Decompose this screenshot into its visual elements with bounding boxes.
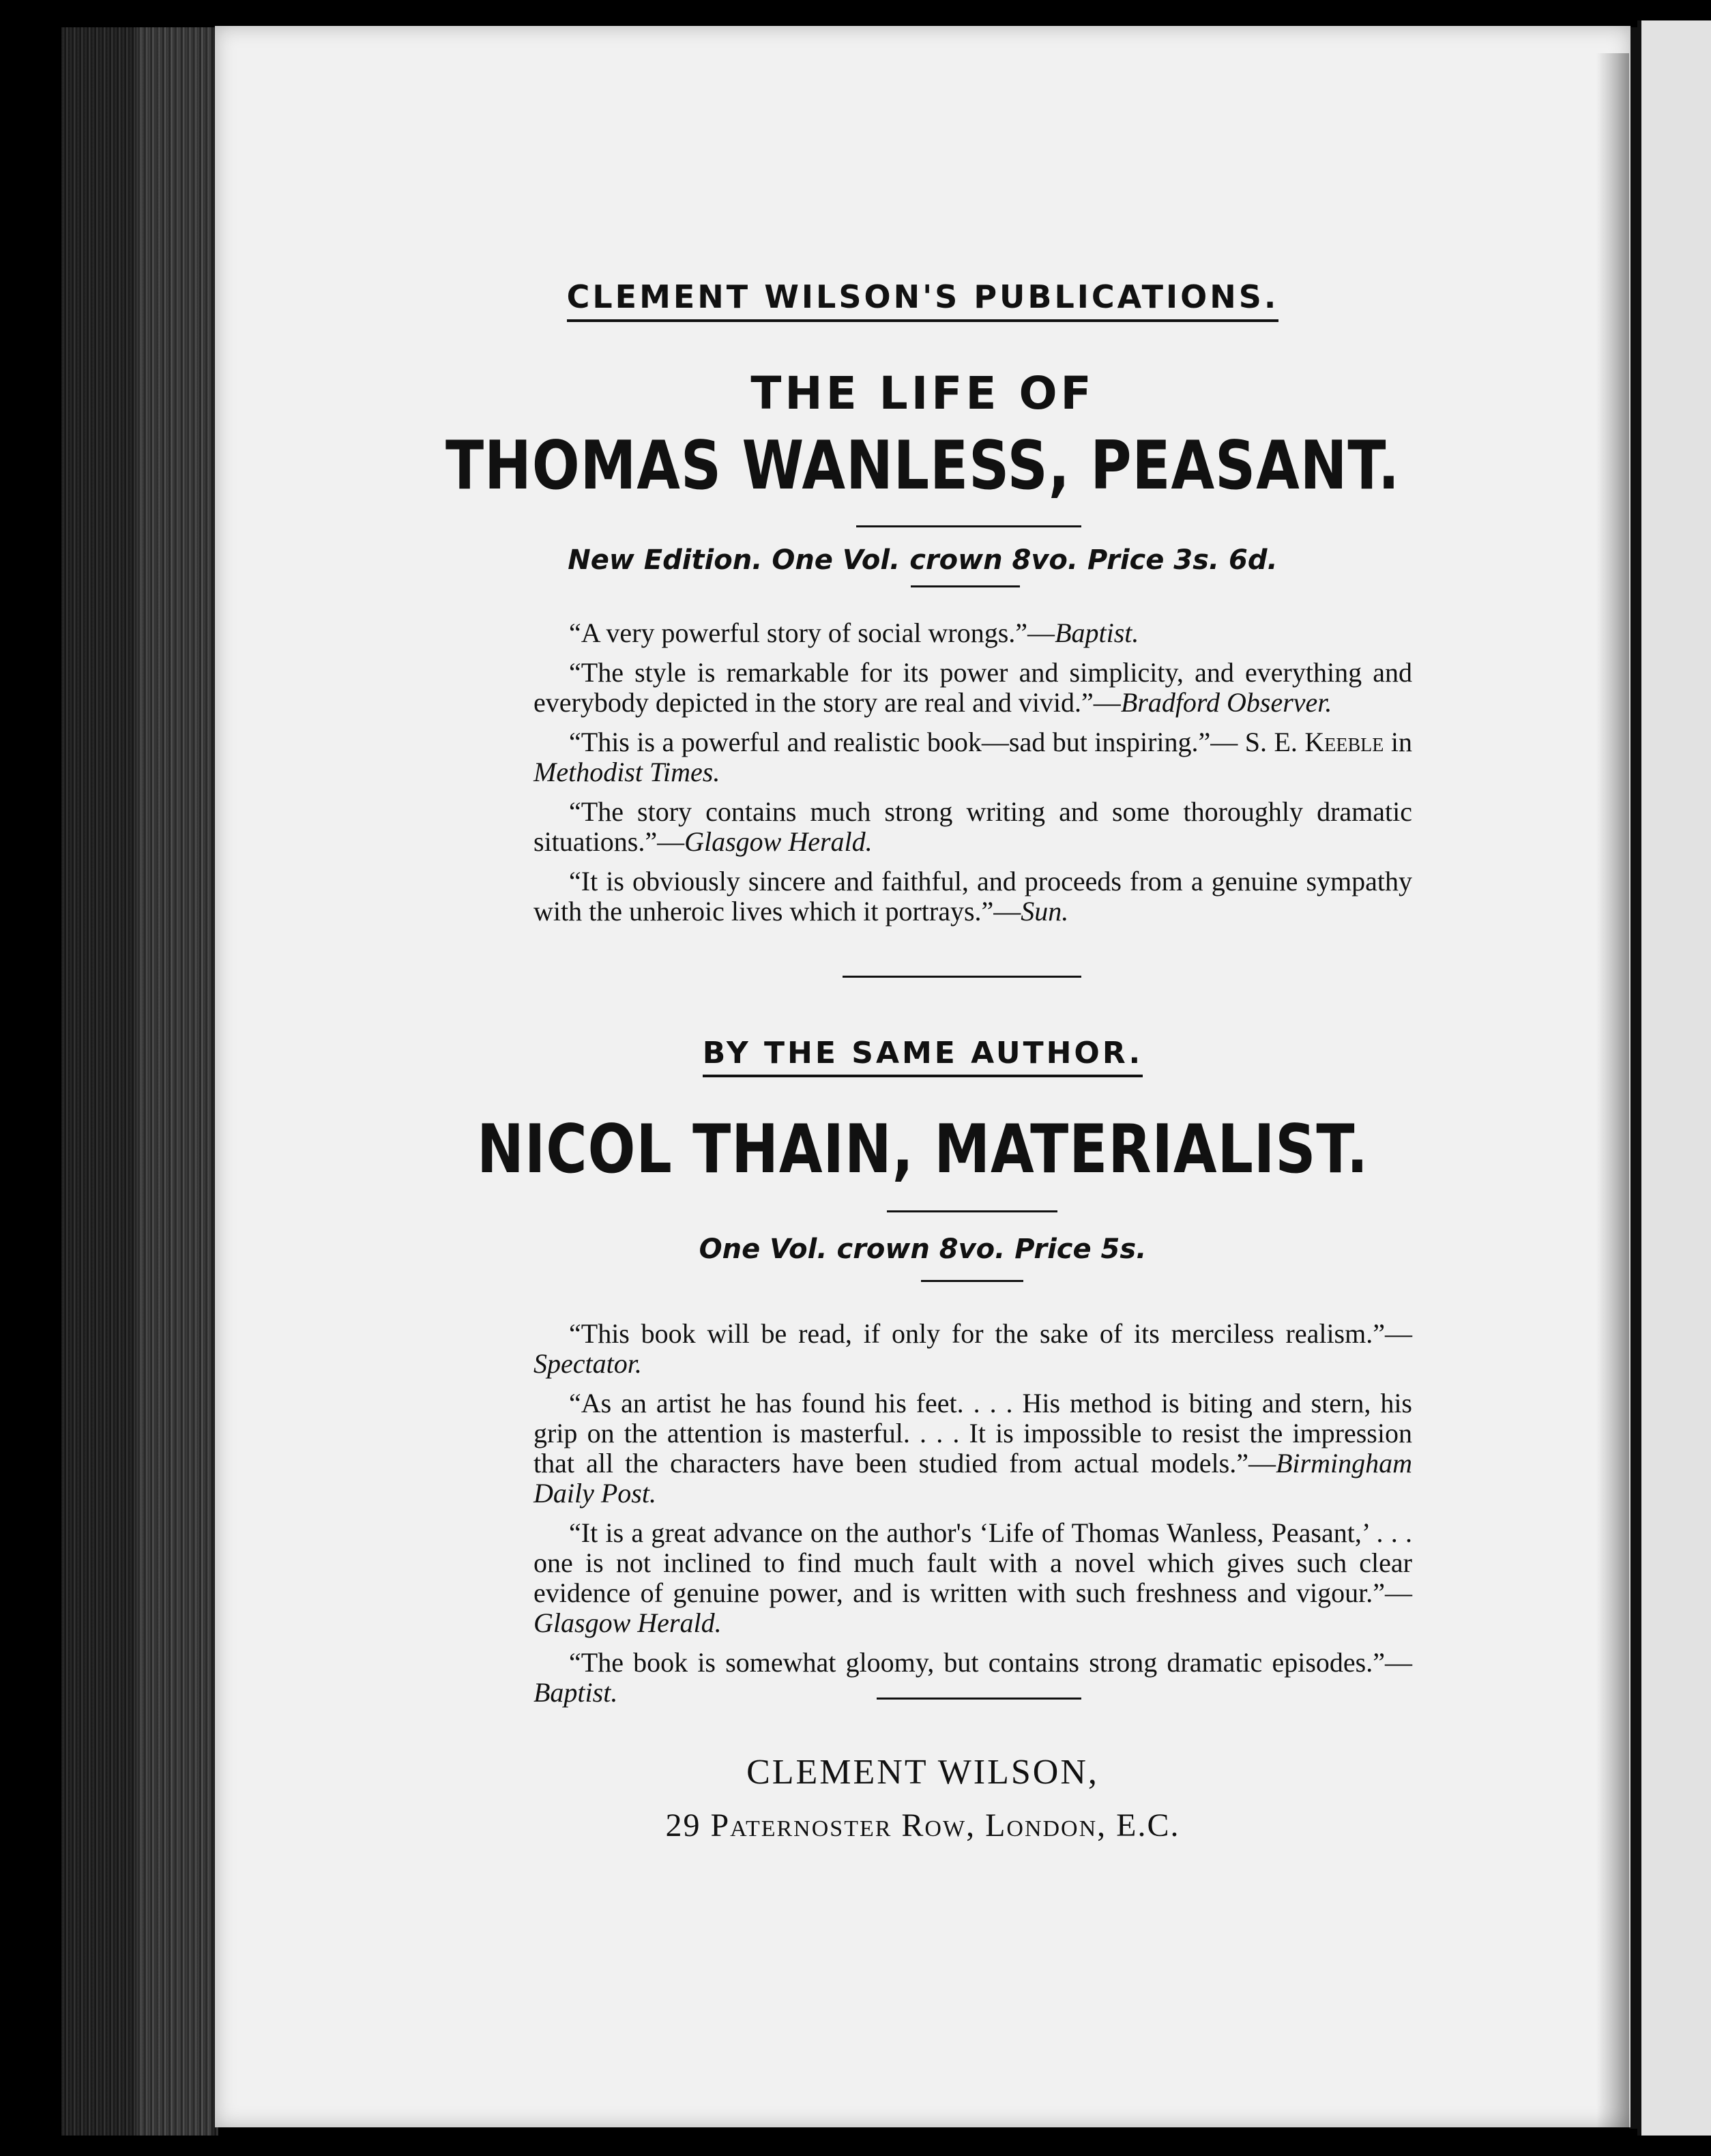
book2-reviews [533,1319,1412,1717]
divider-rule [877,1698,1081,1700]
review-source: Glasgow Herald. [533,1607,722,1638]
footer-publisher-name: CLEMENT WILSON, [746,1753,1099,1792]
review-source: Methodist Times. [533,757,720,787]
review-source: Sun. [1021,896,1069,927]
book1-reviews [533,618,1412,936]
divider-rule [856,525,1081,527]
review-source: Birmingham Daily Post. [533,1448,1412,1509]
review-source: Glasgow Herald. [684,826,873,857]
review-source: Baptist. [1055,617,1139,648]
divider-rule [843,976,1081,978]
publisher-heading: CLEMENT WILSON'S PUBLICATIONS. [215,278,1630,322]
review-quote: “As an artist he has found his feet. . . . His method is biting and stern, his grip on the attention is masterful. . . . It is impossible to resist the impression that all the characters have been studied from actual models.”—Birmingham Daily Post. [533,1388,1412,1509]
book1-edition-info: New Edition. One Vol. crown 8vo. Price 3s. 6d. [568,544,1278,576]
review-quote: “This book will be read, if only for the sake of its merciless realism.”—Spectator. [533,1318,1412,1379]
review-quote: “The story contains much strong writing and some thoroughly dramatic situations.”—Glasgow Herald. [533,796,1412,857]
review-quote: “A very powerful story of social wrongs.”—Baptist. [569,617,1139,648]
divider-rule [911,585,1020,587]
review-source: Bradford Observer. [1120,687,1332,718]
divider-rule [921,1280,1023,1282]
book-page [215,26,1630,2127]
review-quote: “The style is remarkable for its power and simplicity, and everything and everybody depicted in the story are real and vivid.”—Bradford Observer. [533,657,1412,718]
book1-title-line1: THE LIFE OF [750,367,1095,420]
review-quote: “This is a powerful and realistic book—sad but inspiring.”— S. E. Keeble in Methodist Times. [533,727,1412,787]
review-source: Baptist. [533,1677,618,1708]
review-quote: “The book is somewhat gloomy, but contains strong dramatic episodes.”—Baptist. [533,1647,1412,1708]
book1-title-line2: THOMAS WANLESS, PEASANT. [445,427,1401,505]
book2-title: NICOL THAIN, MATERIALIST. [477,1111,1369,1189]
review-quote: “It is a great advance on the author's ‘Life of Thomas Wanless, Peasant,’ . . . one is not inclined to find much fault with a novel which gives such clear evidence of genuine power, and is written with such freshness and vigour.”—Glasgow Herald. [533,1517,1412,1638]
footer-address: 29 Paternoster Row, London, E.C. [665,1807,1180,1844]
same-author-heading: BY THE SAME AUTHOR. [215,1036,1630,1077]
review-source: Spectator. [533,1348,642,1379]
facing-page-edge [1637,20,1711,2136]
divider-rule [887,1210,1057,1212]
review-quote: “It is obviously sincere and faithful, and proceeds from a genuine sympathy with the unheroic lives which it portrays.”—Sun. [533,866,1412,927]
reviewer-name: Keeble [1304,727,1384,757]
page-edges [136,27,211,2136]
book2-edition-info: One Vol. crown 8vo. Price 5s. [699,1234,1147,1265]
